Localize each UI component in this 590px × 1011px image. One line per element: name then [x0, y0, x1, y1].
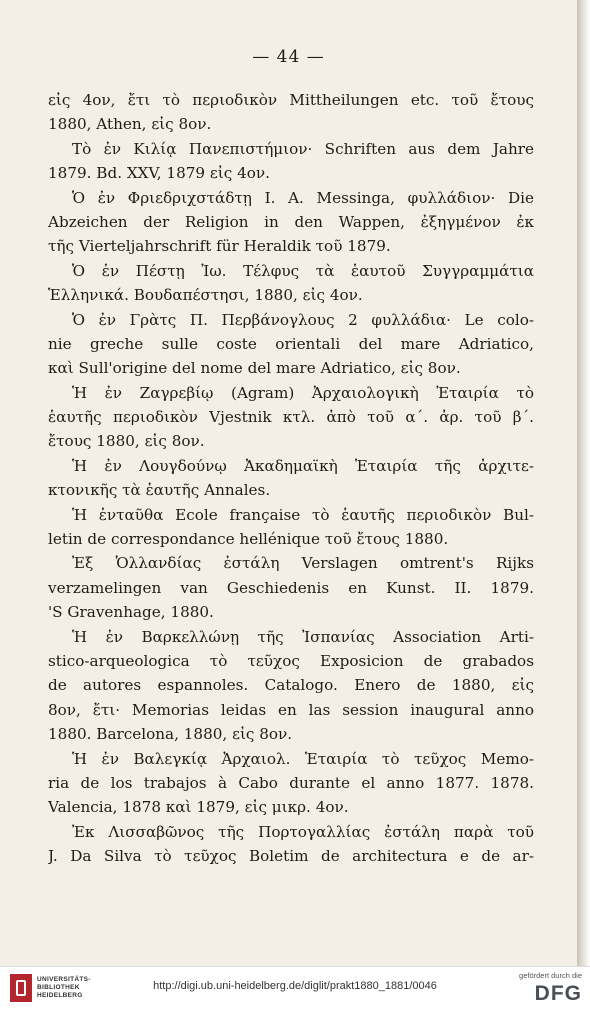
text-line: Ὁ ἐν Πέστῃ Ἰω. Τέλφυς τὰ ἑαυτοῦ Συγγραμμάτια: [72, 261, 534, 280]
text-line: τῆς Vierteljahrschrift für Heraldik τοῦ 1879.: [48, 237, 391, 256]
funded-by-label: gefördert durch die: [519, 971, 582, 980]
text-line: Ὁ ἐν Φριεδριχστάδτῃ I. A. Messinga, φυλλάδιον· Die: [72, 188, 534, 207]
library-name-line: HEIDELBERG: [37, 992, 83, 999]
text-line: Ὁ ἐν Γρὰτς Π. Περβάνογλους 2 φυλλάδια· Le colo-: [72, 310, 534, 329]
text-line: Ἡ ἐν Βαρκελλώνῃ τῆς Ἰσπανίας Association Arti-: [72, 627, 534, 646]
footer-bar: [0, 966, 590, 1011]
text-line: ἔτους 1880, εἰς 8ον.: [48, 432, 205, 451]
text-line: κτονικῆς τὰ ἑαυτῆς Annales.: [48, 481, 271, 500]
text-line: 'S Gravenhage, 1880.: [48, 603, 214, 622]
text-line: verzamelingen van Geschiedenis en Kunst. II. 1879.: [48, 578, 534, 597]
text-line: Ἐκ Λισσαβῶνος τῆς Πορτογαλλίας ἐστάλη παρὰ τοῦ: [72, 822, 534, 841]
text-line: stico-arqueologica τὸ τεῦχος Exposicion de grabados: [48, 651, 534, 670]
page-edge: [577, 0, 590, 966]
text-line: 1879. Bd. XXV, 1879 εἰς 4ον.: [48, 164, 270, 183]
text-line: Ἐξ Ὁλλανδίας ἐστάλη Verslagen omtrent's Rijks: [72, 554, 534, 573]
source-url-link[interactable]: http://digi.ub.uni-heidelberg.de/diglit/prakt1880_1881/0046: [153, 980, 437, 992]
library-name-line: UNIVERSITÄTS-: [37, 976, 91, 983]
text-line: Valencia, 1878 καὶ 1879, εἰς μικρ. 4ον.: [48, 798, 349, 817]
text-line: letin de correspondance hellénique τοῦ ἔτους 1880.: [48, 530, 449, 549]
text-line: 8ον, ἔτι· Memorias leidas en las session inaugural anno: [48, 700, 534, 719]
text-line: Abzeichen der Religion in den Wappen, ἐξηγμένον ἐκ: [48, 212, 534, 231]
text-line: καὶ Sull'origine del nome del mare Adriatico, εἰς 8ον.: [48, 359, 461, 378]
page-number: — 44 —: [252, 47, 325, 67]
text-line: ria de los trabajos à Cabo durante el anno 1877. 1878.: [48, 773, 534, 792]
body-text: [48, 88, 534, 869]
text-line: Ἡ ἐν Βαλεγκίᾳ Ἀρχαιολ. Ἑταιρία τὸ τεῦχος Memo-: [72, 749, 534, 768]
text-line: 1880, Athen, εἰς 8ον.: [48, 115, 212, 134]
text-line: J. Da Silva τὸ τεῦχος Boletim de architectura e de ar-: [48, 847, 534, 866]
text-line: Ἡ ἐνταῦθα Ecole française τὸ ἑαυτῆς περιοδικὸν Bul-: [72, 505, 534, 524]
text-line: Ἡ ἐν Ζαγρεβίῳ (Agram) Ἀρχαιολογικὴ Ἑταιρία τὸ: [72, 383, 534, 402]
text-line: de autores espannoles. Catalogo. Enero de 1880, εἰς: [48, 676, 534, 695]
text-line: 1880. Barcelona, 1880, εἰς 8ον.: [48, 725, 293, 744]
dfg-logo: DFG: [534, 982, 582, 1005]
text-line: ἑαυτῆς περιοδικὸν Vjestnik κτλ. ἀπὸ τοῦ α΄. ἀρ. τοῦ β΄.: [48, 408, 534, 427]
text-line: εἰς 4ον, ἔτι τὸ περιοδικὸν Mittheilungen etc. τοῦ ἔτους: [48, 91, 534, 109]
text-line: Τὸ ἐν Κιλίᾳ Πανεπιστήμιον· Schriften aus dem Jahre: [72, 139, 534, 158]
library-name-line: BIBLIOTHEK: [37, 984, 80, 991]
text-line: nie greche sulle coste orientali del mare Adriatico,: [48, 334, 534, 353]
text-line: Ἡ ἐν Λουγδούνῳ Ἀκαδημαϊκὴ Ἑταιρία τῆς ἀρχιτε-: [72, 456, 534, 475]
text-line: Ἑλληνικά. Βουδαπέστησι, 1880, εἰς 4ον.: [48, 286, 363, 305]
